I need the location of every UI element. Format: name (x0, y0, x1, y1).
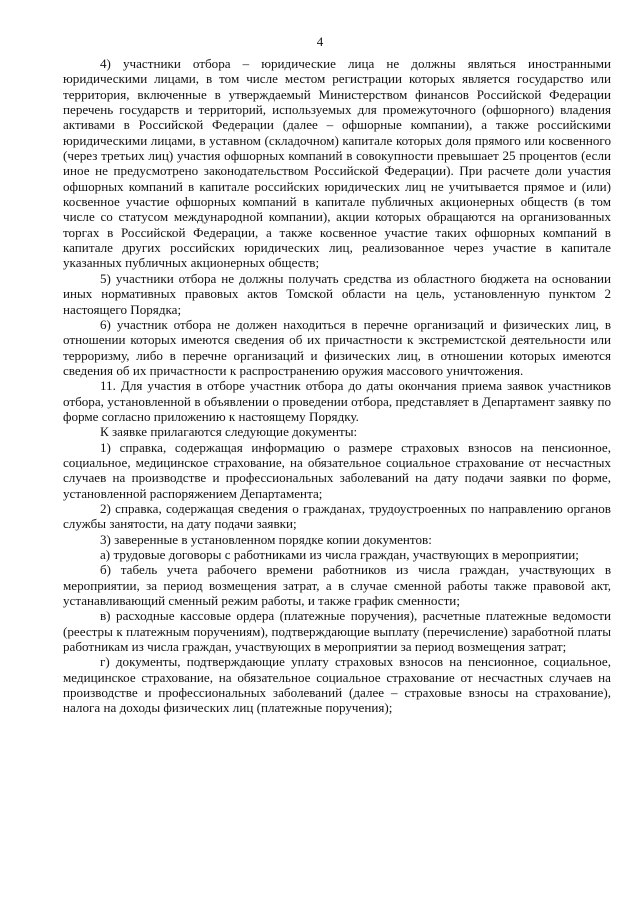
paragraph-doc-3b-timesheet: б) табель учета рабочего времени работников из числа граждан, участвующих в мероприятии, за период возмещения затрат, а в случае сменной работы также правовой акт, устанавливающий сменный режим работы, и также график сменности; (63, 562, 611, 609)
paragraph-doc-2-employment-certificate: 2) справка, содержащая сведения о гражданах, трудоустроенных по направлению органов службы занятости, на дату подачи заявки; (63, 500, 611, 532)
paragraph-attached-documents: К заявке прилагаются следующие документы: (100, 424, 358, 440)
page-number: 4 (316, 34, 324, 49)
paragraph-doc-3v-cash-orders: в) расходные кассовые ордера (платежные поручения), расчетные платежные ведомости (реестры к платежным поручениям), подтверждающие выплату (перечисление) заработной платы работникам из числа граждан, участвующих в мероприятии за период возмещения затрат; (63, 608, 611, 655)
paragraph-item-4-offshore: 4) участники отбора – юридические лица не должны являться иностранными юридическими лицами, в том числе местом регистрации которых является государство или территория, включенные в утверждаемый Министерством финансов Российской Федерации перечень государств и территорий, используемых для промежуточного (офшорного) владения активами в Российской Федерации (далее – офшорные компании), а также российскими юридическими лицами, в уставном (складочном) капитале которых доля прямого или косвенного (через третьих лиц) участия офшорных компаний в совокупности превышает 25 процентов (если иное не предусмотрено законодательством Российской Федерации). При расчете доли участия офшорных компаний в капитале российских юридических лиц не учитывается прямое и (или) косвенное участие офшорных компаний в капитале публичных акционерных обществ (в том числе со статусом международной компании), акции которых обращаются на организованных торгах в Российской Федерации, а также косвенное участие таких офшорных компаний в капитале других российских юридических лиц, реализованное через участие в капитале указанных публичных акционерных обществ; (63, 56, 611, 271)
paragraph-doc-3a-labor-contracts: а) трудовые договоры с работниками из числа граждан, участвующих в мероприятии; (100, 547, 579, 562)
paragraph-item-5-budget-funds: 5) участники отбора не должны получать средства из областного бюджета на основании иных нормативных правовых актов Томской области на цель, установленную пунктом 2 настоящего Порядка; (63, 270, 611, 317)
document-body (63, 56, 611, 716)
paragraph-item-6-extremism-list: 6) участник отбора не должен находиться в перечне организаций и физических лиц, в отношении которых имеются сведения об их причастности к экстремистской деятельности или терроризму, либо в перечне организаций и физических лиц, в отношении которых имеются сведения об их причастности к распространению оружия массового уничтожения. (63, 316, 611, 378)
paragraph-doc-1-insurance-certificate: 1) справка, содержащая информацию о размере страховых взносов на пенсионное, социальное, медицинское страхование, на обязательное социальное страхование от несчастных случаев на производстве и профессиональных заболеваний на дату подачи заявки по форме, установленной распоряжением Департамента; (63, 439, 611, 501)
paragraph-clause-11: 11. Для участия в отборе участник отбора до даты окончания приема заявок участников отбора, установленной в объявлении о проведении отбора, представляет в Департамент заявку по форме согласно приложению к настоящему Порядку. (63, 378, 611, 424)
paragraph-doc-3g-payment-documents: г) документы, подтверждающие уплату страховых взносов на пенсионное, социальное, медицинское страхование, на обязательное социальное страхование от несчастных случаев на производстве и профессиональных заболеваний (далее – страховые взносы на страхование), налога на доходы физических лиц (платежные поручения); (63, 654, 611, 716)
paragraph-doc-3-certified-copies: 3) заверенные в установленном порядке копии документов: (100, 531, 432, 547)
